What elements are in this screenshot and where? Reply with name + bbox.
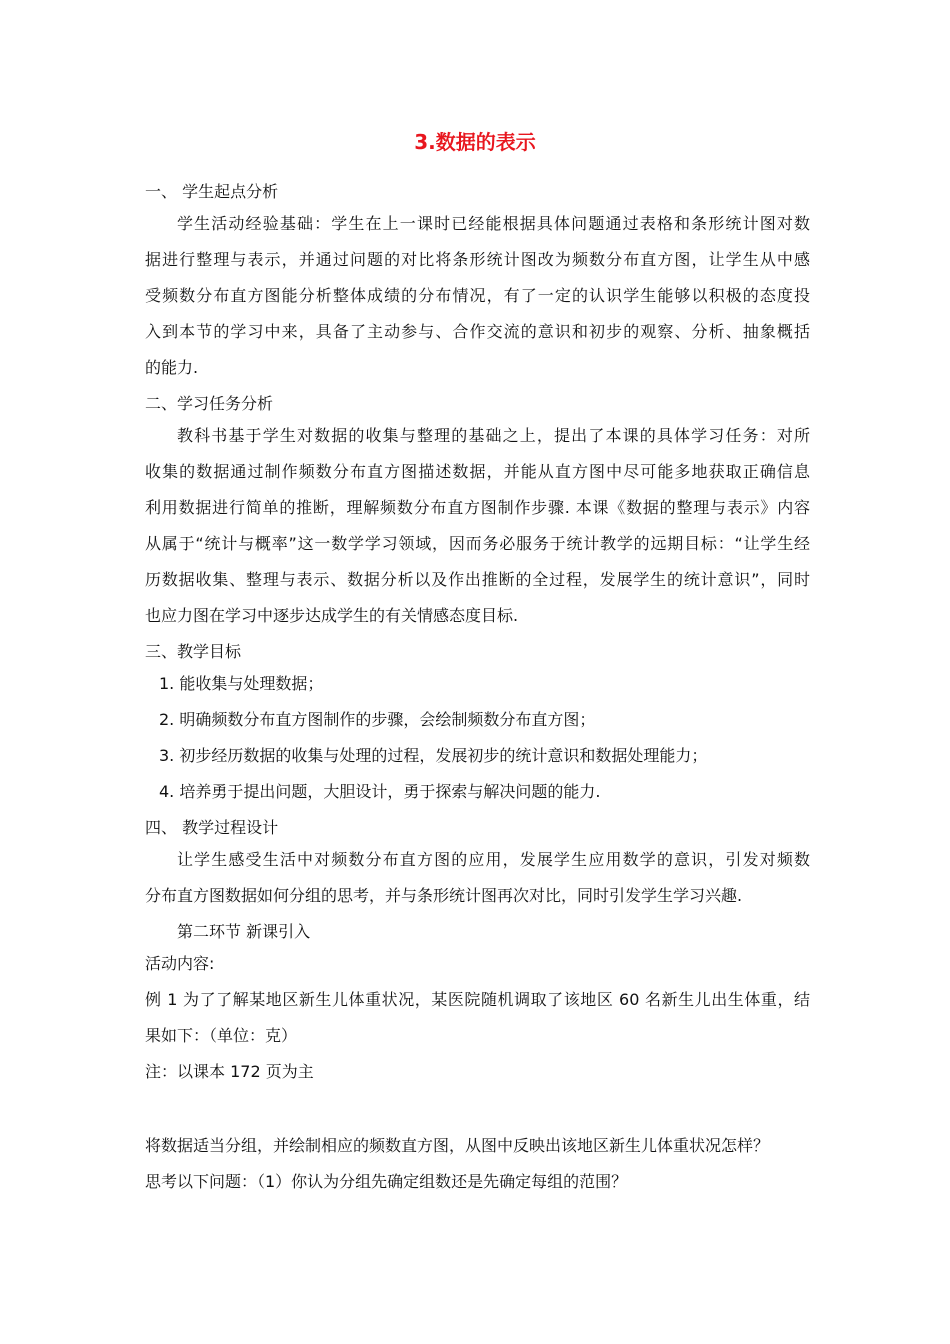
activity-label: 活动内容: (145, 954, 215, 973)
example-line: 例 1 为了了解某地区新生儿体重状况，某医院随机调取了该地区 60 名新生儿出生体重，结 (145, 990, 810, 1009)
paragraph-line: 据进行整理与表示，并通过问题的对比将条形统计图改为频数分布直方图，让学生从中感 (145, 250, 810, 269)
section-heading-4: 四、 教学过程设计 (145, 818, 279, 837)
paragraph-line: 学生活动经验基础：学生在上一课时已经能根据具体问题通过表格和条形统计图对数 (177, 214, 810, 233)
paragraph-line: 利用数据进行简单的推断，理解频数分布直方图制作步骤. 本课《数据的整理与表示》内容 (145, 498, 810, 517)
objective-item: 4. 培养勇于提出问题，大胆设计，勇于探索与解决问题的能力. (159, 782, 601, 801)
task-line: 将数据适当分组，并绘制相应的频数直方图，从图中反映出该地区新生儿体重状况怎样？ (145, 1136, 770, 1155)
paragraph-line: 分布直方图数据如何分组的思考，并与条形统计图再次对比，同时引发学生学习兴趣. (145, 886, 743, 905)
section-heading-1: 一、 学生起点分析 (145, 182, 279, 201)
document-body (145, 178, 810, 1200)
document-title: 3.数据的表示 (414, 130, 536, 154)
question-line: 思考以下问题：（1）你认为分组先确定组数还是先确定每组的范围？ (145, 1172, 628, 1191)
example-line: 果如下：（单位：克） (145, 1026, 298, 1045)
objective-item: 1. 能收集与处理数据； (159, 674, 324, 693)
section-heading-3: 三、教学目标 (145, 642, 242, 661)
note-line: 注：以课本 172 页为主 (145, 1062, 314, 1081)
paragraph-line: 历数据收集、整理与表示、数据分析以及作出推断的全过程，发展学生的统计意识”，同时 (145, 570, 810, 589)
objective-item: 2. 明确频数分布直方图制作的步骤，会绘制频数分布直方图； (159, 710, 596, 729)
objective-item: 3. 初步经历数据的收集与处理的过程，发展初步的统计意识和数据处理能力； (159, 746, 708, 765)
paragraph-line: 教科书基于学生对数据的收集与整理的基础之上，提出了本课的具体学习任务：对所 (177, 426, 810, 445)
paragraph-line: 也应力图在学习中逐步达成学生的有关情感态度目标. (145, 606, 519, 625)
paragraph-line: 受频数分布直方图能分析整体成绩的分布情况，有了一定的认识学生能够以积极的态度投 (145, 286, 810, 305)
paragraph-line: 收集的数据通过制作频数分布直方图描述数据，并能从直方图中尽可能多地获取正确信息 (145, 462, 810, 481)
stage-heading: 第二环节 新课引入 (177, 922, 311, 941)
paragraph-line: 让学生感受生活中对频数分布直方图的应用，发展学生应用数学的意识，引发对频数 (177, 850, 810, 869)
paragraph-line: 入到本节的学习中来，具备了主动参与、合作交流的意识和初步的观察、分析、抽象概括 (145, 322, 810, 341)
paragraph-line: 的能力. (145, 358, 199, 377)
section-heading-2: 二、学习任务分析 (145, 394, 274, 413)
paragraph-line: 从属于“统计与概率”这一数学学习领域，因而务必服务于统计教学的远期目标：“让学生经 (145, 534, 810, 553)
